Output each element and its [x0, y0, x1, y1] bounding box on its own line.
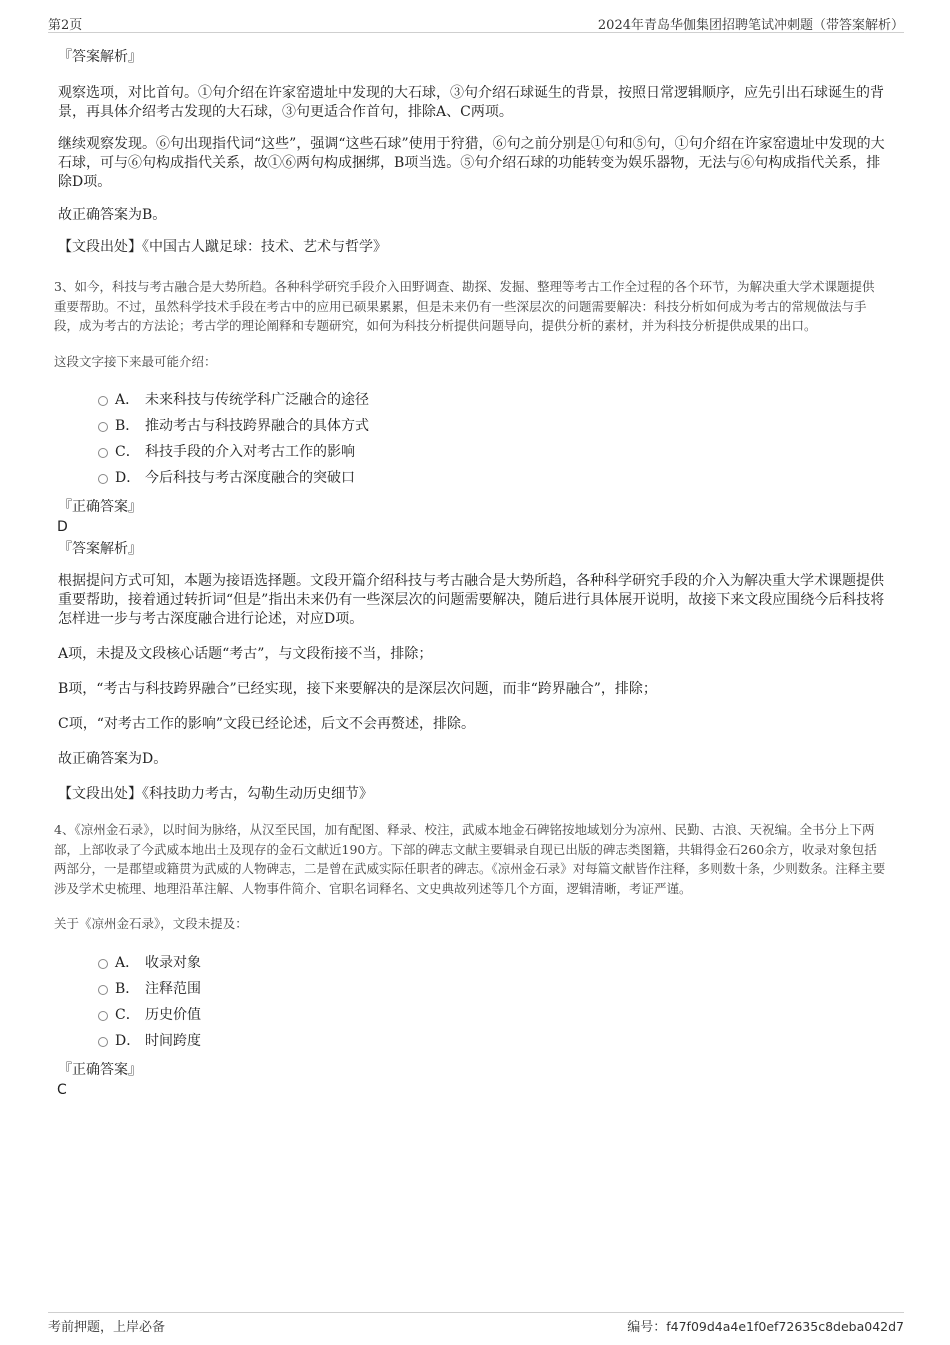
option-letter: A． [115, 392, 140, 408]
q4-option-c[interactable] [58, 1002, 886, 1028]
radio-button[interactable] [98, 474, 108, 484]
q4-question: 关于《凉州金石录》，文段未提及： [54, 916, 248, 931]
radio-button[interactable] [98, 959, 108, 969]
q3-analysis-p3: B项，“考古与科技跨界融合”已经实现，接下来要解决的是深层次问题，而非“跨界融合”，排除； [58, 681, 657, 697]
code-value: f47f09d4a4e1f0ef72635c8deba042d7 [666, 1319, 904, 1334]
q3-analysis-p4: C项，“对考古工作的影响”文段已经论述，后文不会再赘述，排除。 [58, 716, 476, 732]
q3-stem: 3、如今，科技与考古融合是大势所趋。各种科学研究手段介入田野调查、勘探、发掘、整理等考古工作全过程的各个环节，为解决重大学术课题提供重要帮助。不过，虽然科学技术手段在考古中的应用已硕果累累，但是未来仍有一些深层次的问题需要解决：科技分析如何成为考古的常规做法与手段，成为考古的方法论；考古学的理论阐释和专题研究，如何为科技分析提供问题导向，提供分析的素材，并为科技分析提供成果的出口。 [54, 279, 875, 333]
option-text: 未来科技与传统学科广泛融合的途径 [145, 392, 369, 408]
option-letter: D． [115, 470, 141, 486]
q3-answer-label: 『正确答案』 [58, 499, 142, 515]
radio-button[interactable] [98, 985, 108, 995]
q4-options [58, 950, 886, 1054]
radio-button[interactable] [98, 1011, 108, 1021]
option-text: 历史价值 [145, 1006, 201, 1023]
radio-button[interactable] [98, 396, 108, 406]
q3-analysis-label: 『答案解析』 [58, 541, 142, 557]
q3-conclusion: 故正确答案为D。 [58, 751, 168, 767]
q3-answer: D [57, 519, 68, 535]
document-title: 2024年青岛华伽集团招聘笔试冲刺题（带答案解析） [597, 18, 904, 33]
page-number: 第2页 [48, 18, 83, 33]
option-letter: C． [115, 1006, 140, 1023]
option-text: 时间跨度 [145, 1032, 201, 1049]
footer-slogan: 考前押题，上岸必备 [48, 1320, 166, 1335]
radio-button[interactable] [98, 1037, 108, 1047]
q3-question: 这段文字接下来最可能介绍： [54, 353, 217, 369]
option-text: 收录对象 [145, 954, 201, 971]
option-text: 推动考古与科技跨界融合的具体方式 [145, 418, 369, 434]
q4-option-a[interactable] [58, 950, 886, 976]
option-letter: B． [115, 418, 140, 434]
page-content [54, 44, 886, 1100]
option-letter: C． [115, 444, 140, 460]
option-letter: D． [115, 1032, 141, 1049]
page-header [48, 12, 904, 33]
code-label: 编号： [627, 1320, 667, 1335]
q3-option-b[interactable] [58, 413, 886, 439]
q2-conclusion: 故正确答案为B。 [58, 207, 167, 223]
q4-option-d[interactable] [58, 1028, 886, 1054]
document-code [627, 1316, 904, 1335]
option-text: 科技手段的介入对考古工作的影响 [145, 444, 355, 460]
q3-option-c[interactable] [58, 439, 886, 465]
option-letter: A． [115, 954, 140, 971]
q2-source: 【文段出处】《中国古人蹴足球：技术、艺术与哲学》 [58, 239, 387, 255]
q3-options [58, 387, 886, 491]
q3-analysis-p1: 根据提问方式可知，本题为接语选择题。文段开篇介绍科技与考古融合是大势所趋，各种科学研究手段的介入为解决重大学术课题提供重要帮助，接着通过转折词“但是”指出未来仍有一些深层次的问题需要解决，随后进行具体展开说明，故接下来文段应围绕今后科技将怎样进一步与考古深度融合进行论述，对应D项。 [58, 573, 885, 627]
q4-option-b[interactable] [58, 976, 886, 1002]
q2-analysis-p1: 观察选项，对比首句。①句介绍在许家窑遗址中发现的大石球，③句介绍石球诞生的背景，按照日常逻辑顺序，应先引出石球诞生的背景，再具体介绍考古发现的大石球，③句更适合作首句，排除A、C两项。 [58, 85, 884, 120]
q3-option-a[interactable] [58, 387, 886, 413]
q3-analysis-p2: A项，未提及文段核心话题“考古”，与文段衔接不当，排除； [58, 646, 433, 662]
q4-answer: C [57, 1081, 67, 1098]
radio-button[interactable] [98, 448, 108, 458]
page-footer [48, 1312, 904, 1335]
q4-stem: 4、《凉州金石录》，以时间为脉络，从汉至民国，加有配图、释录、校注，武威本地金石碑铭按地域划分为凉州、民勤、古浪、天祝编。全书分上下两部，上部收录了今武威本地出土及现存的金石文献近190方。下部的碑志文献主要辑录自现已出版的碑志类图籍，共辑得金石260余方，收录对象包括两部分，一是郡望或籍贯为武威的人物碑志，二是曾在武威实际任职者的碑志。《凉州金石录》对每篇文献皆作注释，多则数十条，少则数条。注释主要涉及学术史梳理、地理沿革注解、人物事件简介、官职名词释名、文史典故列述等几个方面，逻辑清晰，考证严谨。 [54, 822, 886, 896]
q3-source: 【文段出处】《科技助力考古，勾勒生动历史细节》 [58, 786, 373, 802]
q2-analysis-p2: 继续观察发现。⑥句出现指代词“这些”，强调“这些石球”使用于狩猎，⑥句之前分别是①句和⑤句，①句介绍在许家窑遗址中发现的大石球，可与⑥句构成指代关系，故①⑥两句构成捆绑，B项当选。⑤句介绍石球的功能转变为娱乐器物，无法与⑥句构成指代关系，排除D项。 [58, 136, 885, 190]
option-text: 今后科技与考古深度融合的突破口 [145, 470, 355, 486]
option-text: 注释范围 [145, 980, 201, 997]
q3-option-d[interactable] [58, 465, 886, 491]
radio-button[interactable] [98, 422, 108, 432]
q4-answer-label: 『正确答案』 [58, 1061, 142, 1078]
option-letter: B． [115, 980, 140, 997]
q2-analysis-label: 『答案解析』 [58, 49, 142, 65]
